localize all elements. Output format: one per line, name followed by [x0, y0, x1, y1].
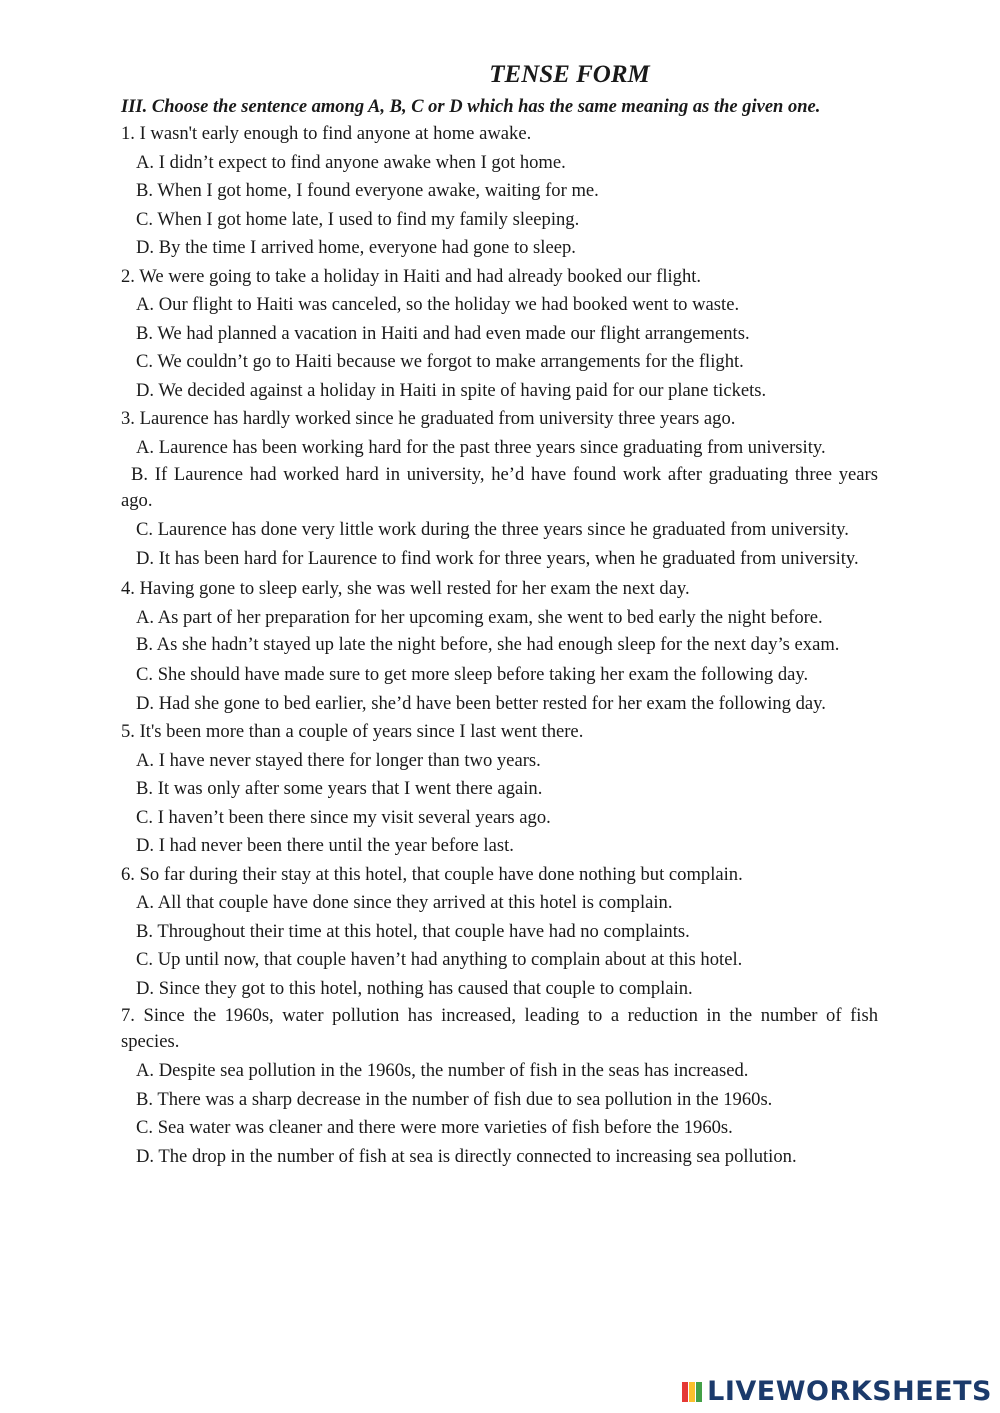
- question-stem: 2. We were going to take a holiday in Haiti and had already booked our flight.: [121, 265, 702, 287]
- option-b: B. It was only after some years that I went there again.: [136, 778, 543, 799]
- option-b: B. As she hadn’t stayed up late the night before, she had enough sleep for the next day’s exam.: [136, 634, 840, 655]
- option-d: D. Since they got to this hotel, nothing has caused that couple to complain.: [136, 977, 693, 999]
- option-a: A. Laurence has been working hard for the past three years since graduating from university.: [136, 436, 826, 458]
- question-7: [121, 1003, 878, 1171]
- option-a: A. Despite sea pollution in the 1960s, the number of fish in the seas has increased.: [136, 1060, 749, 1081]
- option-b: B. Throughout their time at this hotel, that couple have had no complaints.: [136, 920, 690, 942]
- question-2: [121, 263, 878, 406]
- option-b: B. If Laurence had worked hard in university, he’d have found work after graduating three years ago.: [121, 464, 878, 511]
- option-d: D. It has been hard for Laurence to find work for three years, when he graduated from university.: [136, 548, 859, 569]
- question-stem: 6. So far during their stay at this hotel, that couple have done nothing but complain.: [121, 863, 743, 885]
- worksheet: [121, 60, 878, 1171]
- question-stem: 3. Laurence has hardly worked since he graduated from university three years ago.: [121, 408, 736, 429]
- option-c: C. When I got home late, I used to find my family sleeping.: [136, 208, 580, 230]
- option-c: C. Up until now, that couple haven’t had anything to complain about at this hotel.: [136, 949, 743, 970]
- question-stem: 7. Since the 1960s, water pollution has increased, leading to a reduction in the number of fish species.: [121, 1005, 878, 1052]
- question-4: [121, 575, 878, 718]
- option-c: C. Laurence has done very little work during the three years since he graduated from university.: [136, 519, 849, 540]
- option-d: D. We decided against a holiday in Haiti in spite of having paid for our plane tickets.: [136, 379, 767, 401]
- option-b: B. There was a sharp decrease in the number of fish due to sea pollution in the 1960s.: [136, 1088, 773, 1110]
- option-d: D. The drop in the number of fish at sea is directly connected to increasing sea pollution.: [136, 1145, 797, 1167]
- option-b: B. When I got home, I found everyone awake, waiting for me.: [136, 180, 599, 201]
- logo-text: LIVEWORKSHEETS: [707, 1376, 992, 1407]
- question-stem: 1. I wasn't early enough to find anyone at home awake.: [121, 123, 532, 144]
- instruction: III. Choose the sentence among A, B, C or D which has the same meaning as the given one.: [121, 97, 821, 117]
- liveworksheets-mark-icon: [681, 1381, 703, 1403]
- option-c: C. We couldn’t go to Haiti because we forgot to make arrangements for the flight.: [136, 351, 744, 372]
- option-d: D. Had she gone to bed earlier, she’d have been better rested for her exam the following day.: [136, 692, 826, 714]
- option-d: D. By the time I arrived home, everyone had gone to sleep.: [136, 237, 576, 258]
- option-b: B. We had planned a vacation in Haiti and had even made our flight arrangements.: [136, 322, 750, 344]
- question-1: [121, 120, 878, 263]
- option-d: D. I had never been there until the year before last.: [136, 835, 514, 856]
- option-a: A. I didn’t expect to find anyone awake when I got home.: [136, 151, 566, 173]
- page-title: TENSE FORM: [489, 61, 650, 88]
- question-6: [121, 861, 878, 1004]
- option-c: C. She should have made sure to get more sleep before taking her exam the following day.: [136, 664, 809, 685]
- question-5: [121, 718, 878, 861]
- liveworksheets-logo: [681, 1376, 992, 1407]
- question-3: [121, 405, 878, 572]
- option-a: A. Our flight to Haiti was canceled, so the holiday we had booked went to waste.: [136, 294, 740, 315]
- option-a: A. All that couple have done since they arrived at this hotel is complain.: [136, 892, 673, 913]
- option-c: C. Sea water was cleaner and there were more varieties of fish before the 1960s.: [136, 1117, 733, 1138]
- option-c: C. I haven’t been there since my visit several years ago.: [136, 806, 551, 828]
- option-a: A. As part of her preparation for her upcoming exam, she went to bed early the night before.: [136, 606, 823, 628]
- question-stem: 5. It's been more than a couple of years since I last went there.: [121, 721, 584, 742]
- option-a: A. I have never stayed there for longer than two years.: [136, 749, 541, 771]
- question-stem: 4. Having gone to sleep early, she was well rested for her exam the next day.: [121, 578, 690, 599]
